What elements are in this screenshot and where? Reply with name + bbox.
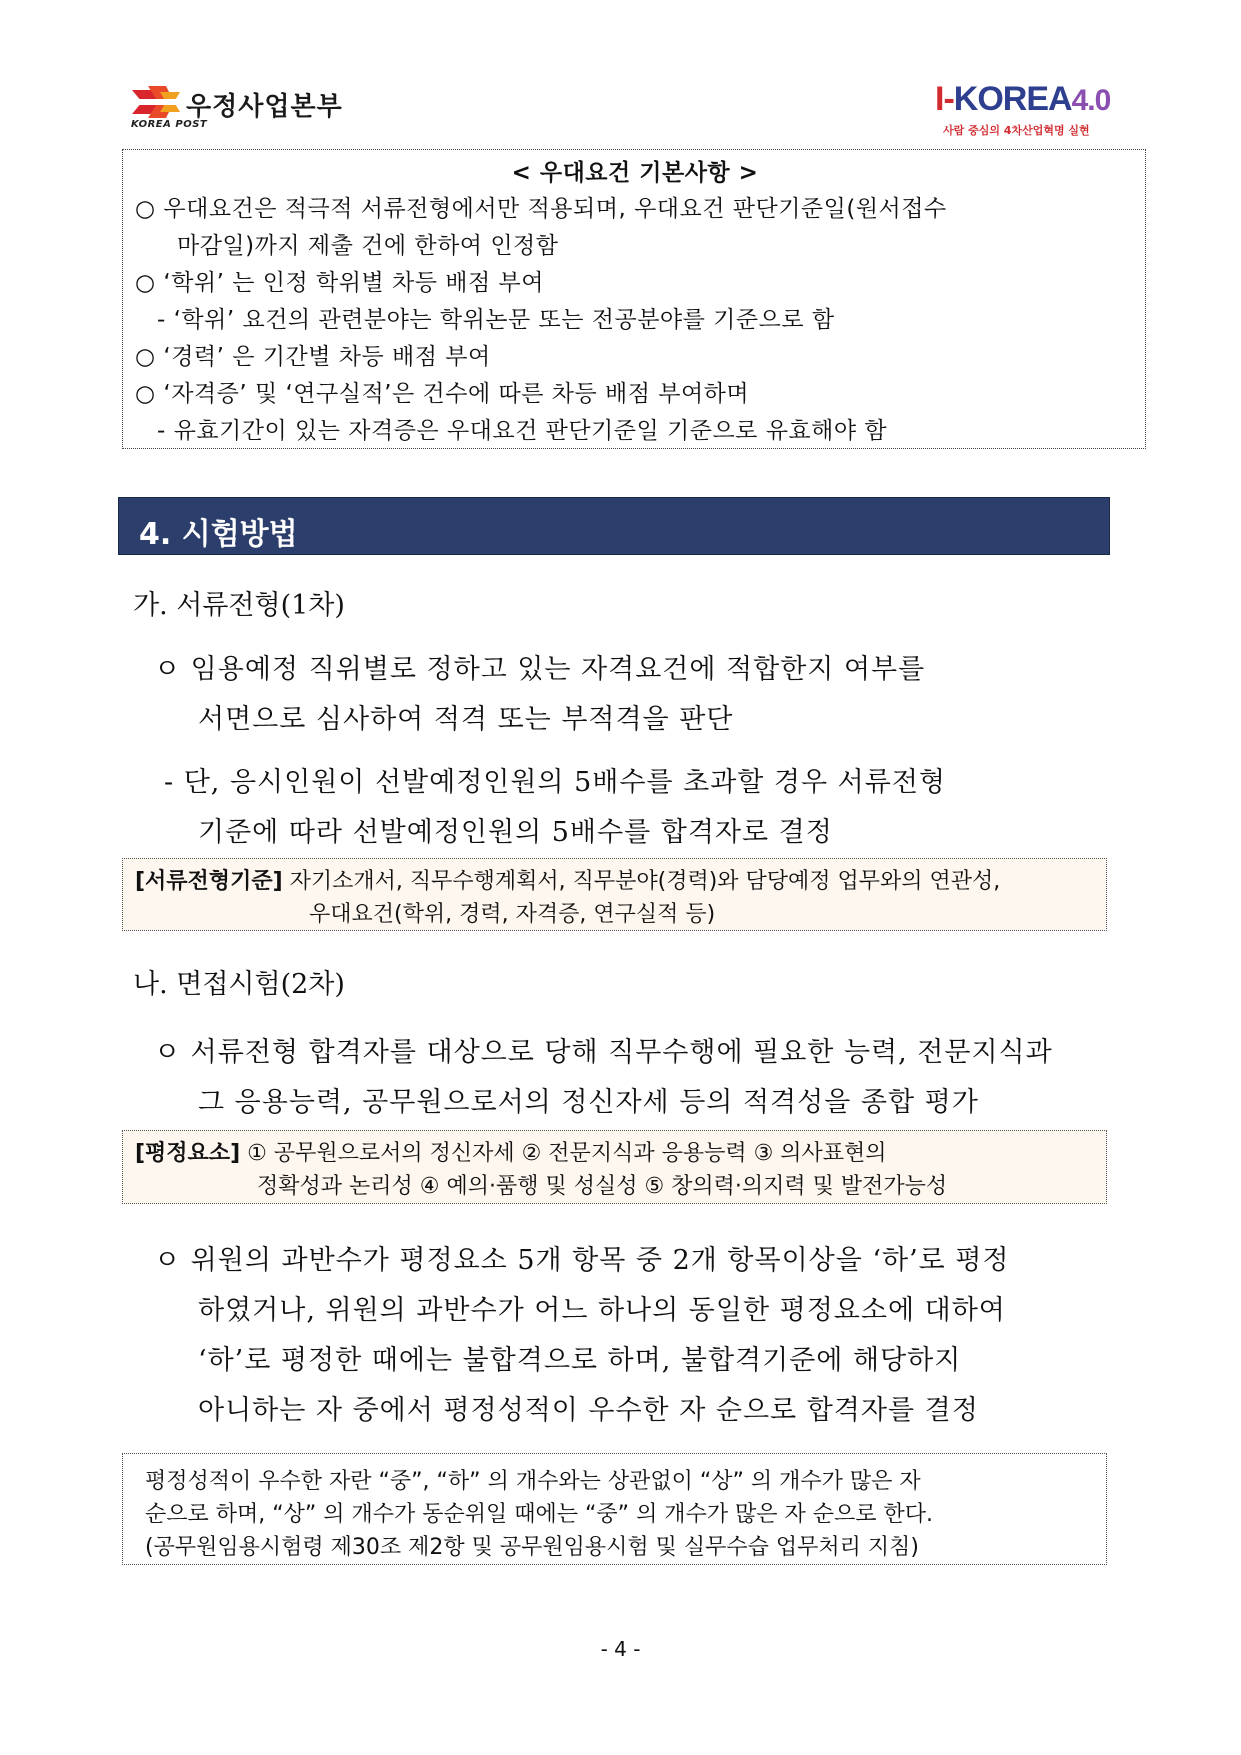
evaluation-factors-box <box>122 1130 1107 1204</box>
criteria-text: 자기소개서, 직무수행계획서, 직무분야(경력)와 담당예정 업무와의 연관성, <box>282 869 1001 894</box>
factors-line <box>135 1136 887 1167</box>
box-line: - 유효기간이 있는 자격증은 우대요건 판단기준일 기준으로 유효해야 함 <box>157 418 888 444</box>
box-line: ○ ‘자격증’ 및 ‘연구실적’은 건수에 따른 차등 배점 부여하며 <box>135 381 750 407</box>
note-line: 순으로 하며, “상” 의 개수가 동순위일 때에는 “중” 의 개수가 많은 자 순으로 한다. <box>145 1502 934 1527</box>
note-box <box>122 1453 1107 1565</box>
preference-requirements-box <box>122 149 1146 449</box>
box-line: 마감일)까지 제출 건에 한하여 인정함 <box>177 233 559 259</box>
factors-text: ① 공무원으로서의 정신자세 ② 전문지식과 응용능력 ③ 의사표현의 <box>240 1141 887 1166</box>
criteria-line-2: 우대요건(학위, 경력, 자격증, 연구실적 등) <box>309 902 716 927</box>
korea-post-name: 우정사업본부 <box>186 91 343 122</box>
i-korea-logo-i: I- <box>935 80 954 118</box>
paragraph-line: ‘하’로 평정한 때에는 불합격으로 하며, 불합격기준에 해당하지 <box>198 1345 962 1376</box>
paragraph-line: - 단, 응시인원이 선발예정인원의 5배수를 초과할 경우 서류전형 <box>164 767 947 798</box>
document-criteria-box <box>122 858 1107 931</box>
factors-label: [평정요소] <box>135 1141 241 1166</box>
box-line: ○ ‘학위’ 는 인정 학위별 차등 배점 부여 <box>135 270 544 296</box>
part-b-heading: 나. 면접시험(2차) <box>133 969 345 1000</box>
box-line: - ‘학위’ 요건의 관련분야는 학위논문 또는 전공분야를 기준으로 함 <box>157 307 835 333</box>
part-a-heading: 가. 서류전형(1차) <box>133 590 345 621</box>
section-header <box>118 497 1110 555</box>
paragraph-line: 서면으로 심사하여 적격 또는 부적격을 판단 <box>198 704 734 735</box>
box-line: ○ ‘경력’ 은 기간별 차등 배점 부여 <box>135 344 491 370</box>
note-line: (공무원임용시험령 제30조 제2항 및 공무원임용시험 및 실무수습 업무처리 지침) <box>145 1535 919 1560</box>
korea-post-sub: KOREA POST <box>131 119 208 130</box>
i-korea-logo-korea: KOREA <box>953 80 1072 118</box>
factors-line-2: 정확성과 논리성 ④ 예의·품행 및 성실성 ⑤ 창의력·의지력 및 발전가능성 <box>257 1174 948 1199</box>
paragraph-line: 기준에 따라 선발예정인원의 5배수를 합격자로 결정 <box>198 817 833 848</box>
paragraph-line: ㅇ 임용예정 직위별로 정하고 있는 자격요건에 적합한지 여부를 <box>154 654 926 685</box>
box-title: < 우대요건 기본사항 > <box>511 160 759 186</box>
criteria-line <box>135 864 1000 895</box>
criteria-label: [서류전형기준] <box>135 869 283 894</box>
box-line: ○ 우대요건은 적극적 서류전형에서만 적용되며, 우대요건 판단기준일(원서접수 <box>135 196 947 222</box>
paragraph-line: ㅇ 위원의 과반수가 평정요소 5개 항목 중 2개 항목이상을 ‘하’로 평정 <box>154 1245 1010 1276</box>
paragraph-line: 하였거나, 위원의 과반수가 어느 하나의 동일한 평정요소에 대하여 <box>198 1295 1006 1326</box>
page-number: - 4 - <box>600 1637 641 1661</box>
paragraph-line: ㅇ 서류전형 합격자를 대상으로 당해 직무수행에 필요한 능력, 전문지식과 <box>154 1037 1053 1068</box>
i-korea-logo-version: 4.0 <box>1071 84 1111 117</box>
i-korea-tagline: 사람 중심의 4차산업혁명 실현 <box>943 124 1090 137</box>
paragraph-line: 그 응용능력, 공무원으로서의 정신자세 등의 적격성을 종합 평가 <box>198 1087 979 1118</box>
note-line: 평정성적이 우수한 자란 “중”, “하” 의 개수와는 상관없이 “상” 의 개수가 많은 자 <box>145 1469 921 1494</box>
paragraph-line: 아니하는 자 중에서 평정성적이 우수한 자 순으로 합격자를 결정 <box>198 1395 979 1426</box>
section-title: 4. 시험방법 <box>139 517 298 552</box>
i-korea-logo <box>935 80 1110 119</box>
